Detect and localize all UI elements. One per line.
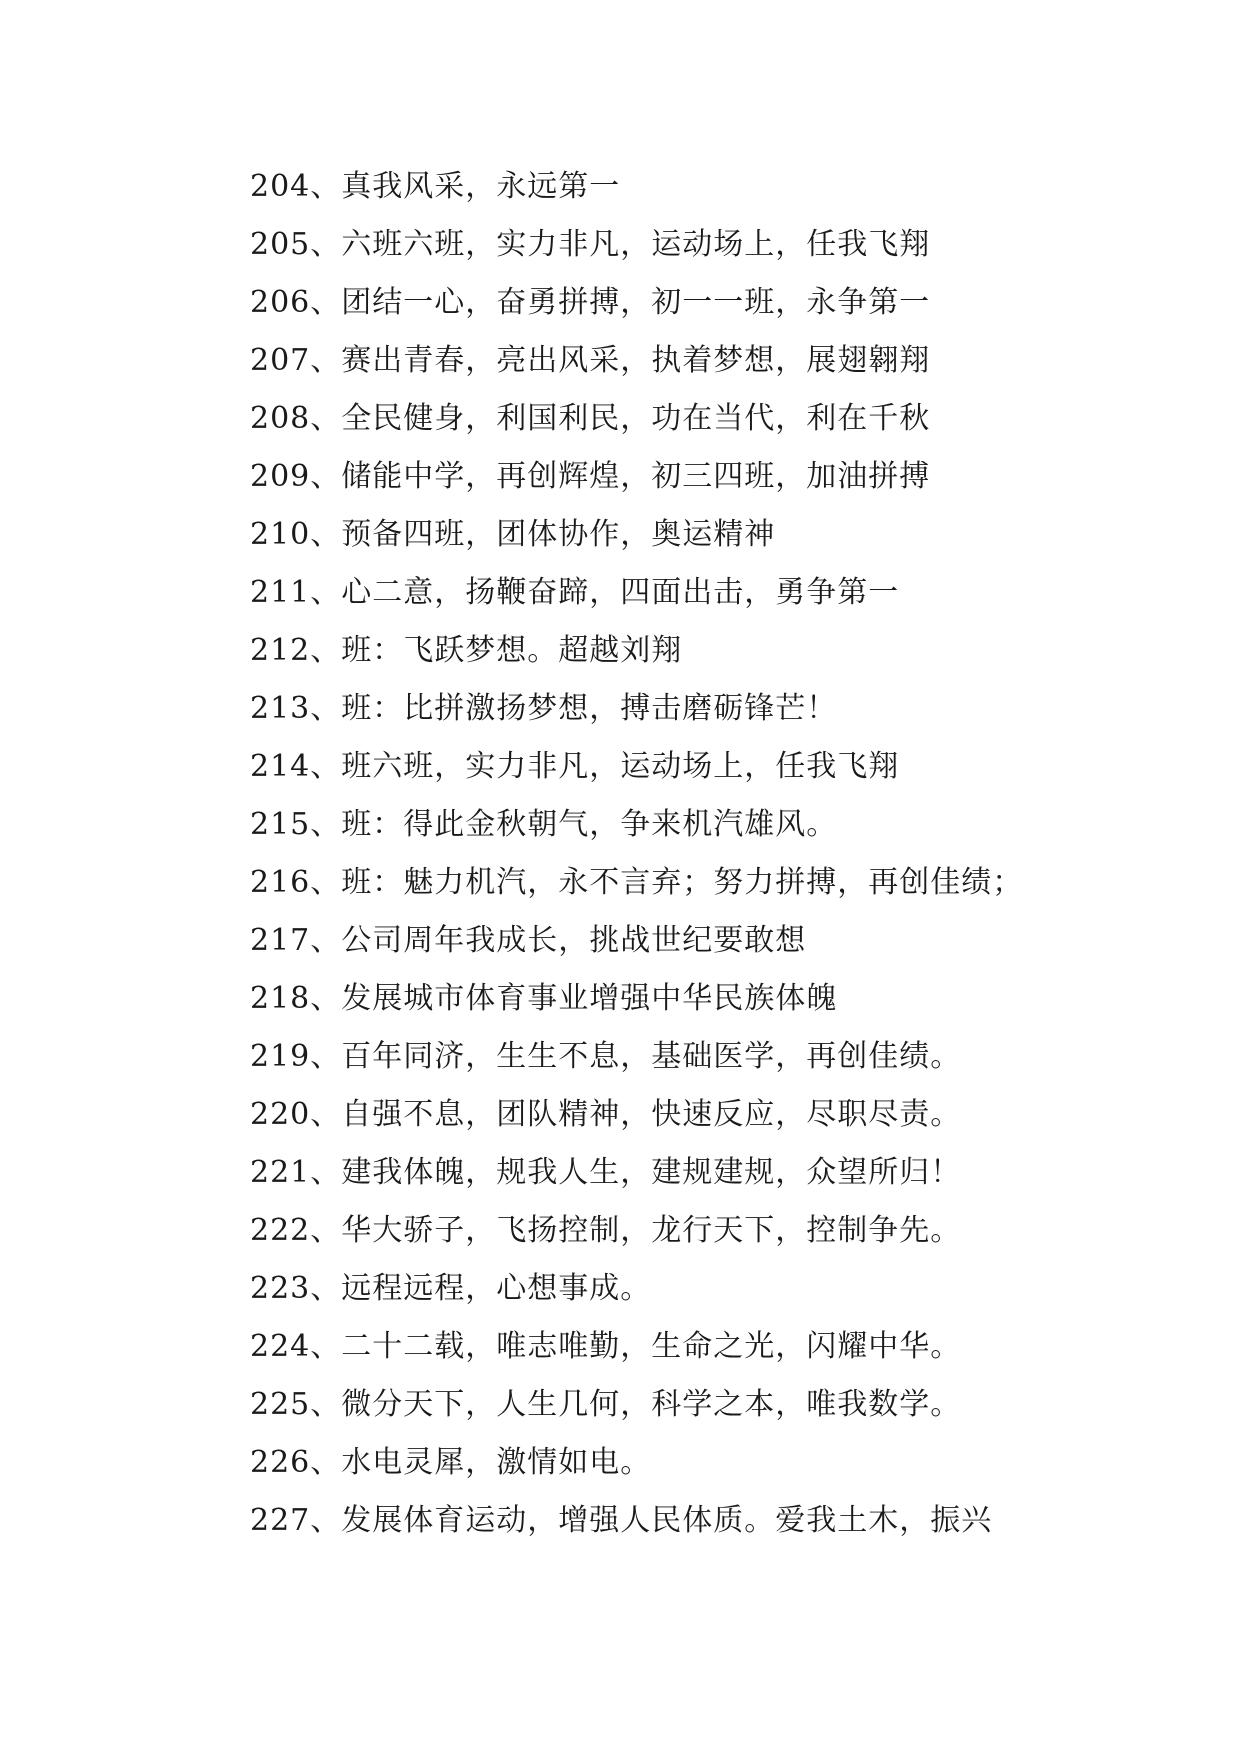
slogan-line: 204、真我风采，永远第一 [250,169,621,204]
slogan-line: 211、心二意，扬鞭奋蹄，四面出击，勇争第一 [250,575,900,610]
slogan-line: 213、班：比拼激扬梦想，搏击磨砺锋芒！ [250,691,838,726]
slogan-line: 217、公司周年我成长，挑战世纪要敢想 [250,923,807,958]
slogan-line: 222、华大骄子，飞扬控制，龙行天下，控制争先。 [250,1213,962,1248]
slogan-line: 208、全民健身，利国利民，功在当代，利在千秋 [250,401,931,436]
slogan-line: 210、预备四班，团体协作，奥运精神 [250,517,776,552]
slogan-list [250,158,1170,1550]
slogan-line: 219、百年同济，生生不息，基础医学，再创佳绩。 [250,1039,962,1074]
slogan-line: 215、班：得此金秋朝气，争来机汽雄风。 [250,807,838,842]
slogan-line: 225、微分天下，人生几何，科学之本，唯我数学。 [250,1387,962,1422]
slogan-line: 218、发展城市体育事业增强中华民族体魄 [250,981,838,1016]
slogan-line: 205、六班六班，实力非凡，运动场上，任我飞翔 [250,227,931,262]
slogan-line: 223、远程远程，心想事成。 [250,1271,652,1306]
slogan-line: 220、自强不息，团队精神，快速反应，尽职尽责。 [250,1097,962,1132]
slogan-line: 216、班：魅力机汽，永不言弃；努力拼搏，再创佳绩； [250,865,1024,900]
slogan-line: 226、水电灵犀，激情如电。 [250,1445,652,1480]
slogan-line: 214、班六班，实力非凡，运动场上，任我飞翔 [250,749,900,784]
slogan-line: 209、储能中学，再创辉煌，初三四班，加油拼搏 [250,459,931,494]
slogan-line: 224、二十二载，唯志唯勤，生命之光，闪耀中华。 [250,1329,962,1364]
slogan-line: 207、赛出青春，亮出风采，执着梦想，展翅翱翔 [250,343,931,378]
slogan-line: 227、发展体育运动，增强人民体质。爱我土木，振兴 [250,1503,993,1538]
slogan-line: 206、团结一心，奋勇拼搏，初一一班，永争第一 [250,285,931,320]
slogan-line: 212、班：飞跃梦想。超越刘翔 [250,633,683,668]
slogan-line: 221、建我体魄，规我人生，建规建规，众望所归！ [250,1155,962,1190]
